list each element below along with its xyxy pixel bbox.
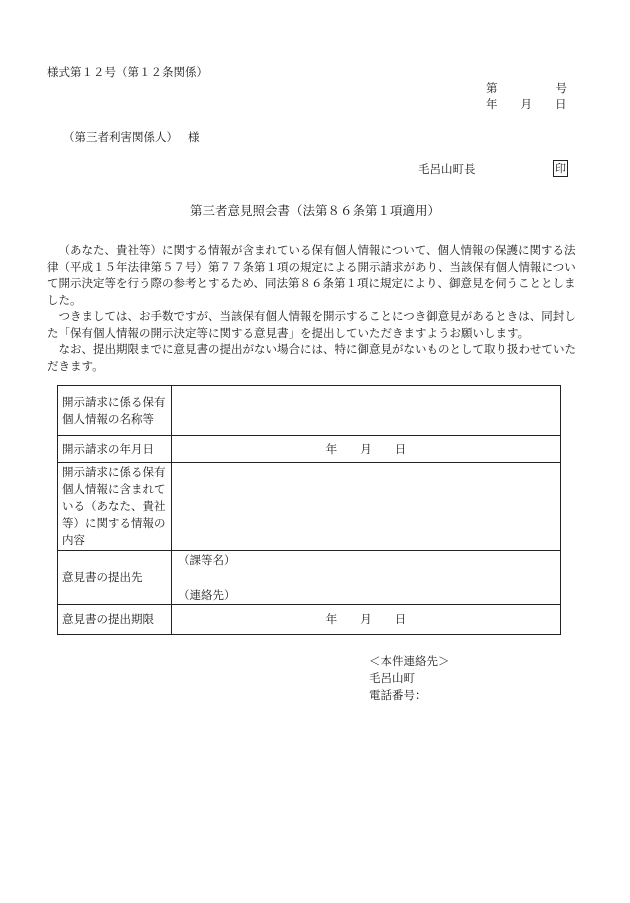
row4-dept: （課等名） [178, 552, 236, 567]
doc-number-suffix: 号 [555, 81, 567, 95]
body-paragraph-3: なお、提出期限までに意見書の提出がない場合には、特に御意見がないものとして取り扱わせていただきます。 [47, 342, 576, 373]
form-id: 様式第１２号（第１２条関係） [47, 65, 208, 79]
table-row [58, 551, 561, 605]
contact-block [369, 653, 450, 704]
doc-number [486, 83, 567, 95]
table-row [58, 605, 561, 635]
seal-mark [553, 163, 568, 175]
row2-day: 日 [394, 441, 407, 456]
table-row [58, 463, 561, 551]
sender-title: 毛呂山町長 [418, 162, 476, 176]
doc-date-day: 日 [555, 97, 567, 111]
row4-contact: （連絡先） [178, 587, 236, 602]
row5-month: 月 [360, 612, 372, 626]
table-row [58, 436, 561, 463]
row2-label: 開示請求の年月日 [58, 436, 172, 463]
doc-date-month: 月 [520, 97, 532, 111]
seal-label: 印 [555, 162, 566, 175]
row5-day: 日 [394, 612, 407, 626]
row2-year: 年 [325, 441, 338, 456]
row1-label: 開示請求に係る保有個人情報の名称等 [58, 386, 172, 436]
row5-label: 意見書の提出期限 [58, 605, 172, 635]
table-row [58, 386, 561, 436]
body-text [47, 242, 585, 374]
recipient-honorific: 様 [188, 130, 200, 144]
doc-number-prefix: 第 [486, 81, 498, 95]
recipient [63, 132, 200, 144]
row2-date [172, 436, 561, 463]
document-title: 第三者意見照会書（法第８６条第１項適用） [189, 203, 440, 218]
info-table [57, 385, 561, 635]
row3-label: 開示請求に係る保有個人情報に含まれている（あなた、貴社等）に関する情報の内容 [58, 463, 172, 551]
row2-month: 月 [360, 441, 372, 456]
row3-value [172, 463, 561, 551]
doc-date-year: 年 [486, 97, 498, 111]
contact-phone-label: 電話番号： [369, 688, 427, 702]
body-paragraph-2: つきましては、お手数ですが、当該保有個人情報を開示することにつき御意見があるときは、同封した「保有個人情報の開示決定等に関する意見書」を提出していただきますようお願いします。 [47, 309, 576, 340]
contact-heading: ＜本件連絡先＞ [369, 654, 450, 668]
row5-year: 年 [325, 612, 338, 626]
row4-value [172, 551, 561, 605]
contact-org: 毛呂山町 [369, 671, 415, 685]
body-paragraph-1: （あなた、貴社等）に関する情報が含まれている保有個人情報について、個人情報の保護に関する法律（平成１５年法律第５７号）第７７条第１項の規定による開示請求があり、当該保有個人情報について開示決定等を行う際の参考とするため、同法第８６条第１項に規定により、御意見を伺うこととしました。 [47, 243, 576, 307]
row4-label: 意見書の提出先 [58, 551, 172, 605]
recipient-name: （第三者利害関係人） [63, 130, 178, 144]
doc-date [486, 99, 567, 111]
row1-value [172, 386, 561, 436]
row5-date [172, 605, 561, 635]
